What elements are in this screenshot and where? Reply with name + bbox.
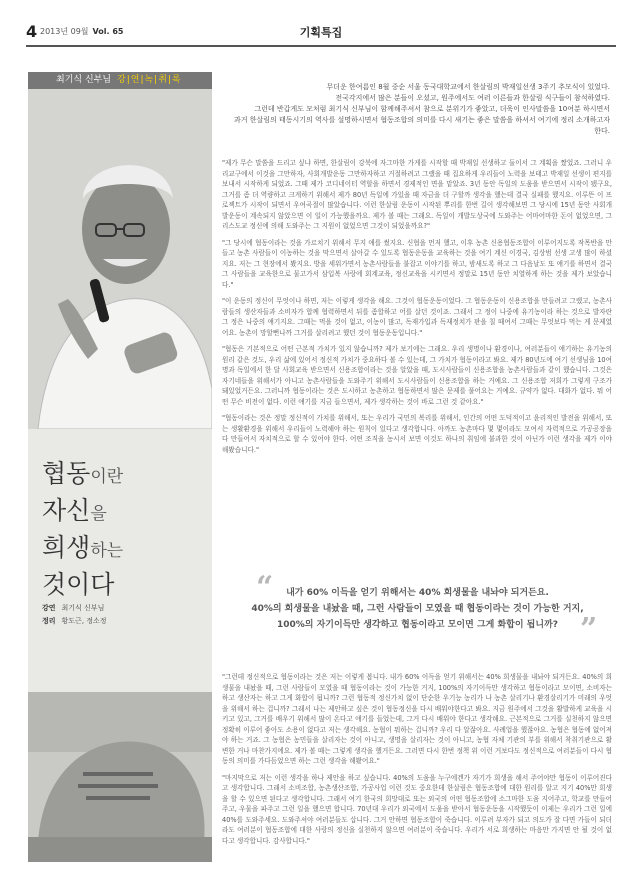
pull-quote-line-1: 내가 60% 이득을 얻기 위해서는 40% 희생물을 내놔야 되거든요. — [286, 588, 549, 598]
intro-line-4: 과거 한살림의 태동시기의 역사를 설명하시면서 협동조합의 의미를 다시 새기는 좋은 말씀을 하셔서 여기에 정리 소개하고자한다. — [233, 116, 610, 135]
headline-word-1: 협동 — [42, 459, 91, 488]
memorial-stone-photo — [28, 692, 212, 862]
credit-editor-names: 황도근, 정소정 — [61, 617, 107, 625]
header-divider — [26, 45, 616, 47]
headline-particle-1: 이란 — [90, 467, 124, 487]
speaker-bar — [28, 72, 212, 89]
credit-editors — [42, 615, 107, 628]
body-paragraph-4: "협동은 기본적으로 어떤 근본적 가치가 있지 않습니까? 제가 보기에는 그래요. 우리 생명이나 환경이나, 여러분들이 얘기하는 유기농의 원리 같은 것도, 우리 삶에 있어서 정신적 가치가 중요하다 볼 수 있는데, 그 가치가 협동이라고 봐요. 제가 80년도에 여기 선생님을 10여명과 독일에서 한 달 사회교육 받으면서 신용조합이라는 것을 알았을 때, 도시사람들이 신용조합을 농촌사람들과 같이 했습니다. 그것은 자기네들을 위해서가 아니고 농촌사람들을 도와주기 위해서 도시사람들이 신용조합을 하는 거예요. 그 신용조합 저희가 그렇게 구조가 돼있었거든요. 그러니까 협동이라는 것은 도시하고 농촌하고 협동하면서 많은 문제를 풀어요는 거예요. 규약가 없다. 대화가 없다. 뭐 어떤 무슨 비전이 없다. 이런 얘기를 지금 들으면서, 제가 생각하는 것이 바로 그런 것 같아요." — [222, 345, 612, 406]
credit-speaker — [42, 602, 107, 615]
headline-line-3 — [42, 531, 207, 568]
open-quote-icon: “ — [256, 570, 274, 605]
headline-word-2: 자신 — [42, 496, 91, 525]
pull-quote-line-2: 40%의 희생물을 내놨을 때, 그런 사람들이 모였을 때 협동이라는 것이 가능한 거지, — [251, 604, 584, 614]
page-number: 4 — [26, 22, 38, 41]
pull-quote-line-3: 100%의 자기이득만 생각하고 협동이라고 모이면 그게 화합이 됩니까? — [276, 620, 558, 630]
page-header — [26, 22, 616, 44]
intro-text — [230, 82, 610, 137]
headline-line-4: 것이다 — [42, 570, 115, 599]
intro-line-2: 전국각지에서 많은 분들이 오셨고, 원주에서도 여러 이른들과 한살림 식구들이 참석하였다. — [335, 94, 610, 102]
issue-volume: Vol. 65 — [92, 27, 124, 36]
headline-particle-2: 을 — [90, 504, 107, 524]
article-body-upper — [222, 158, 612, 461]
memorial-stone-illustration — [28, 692, 212, 862]
body-paragraph-5: "협동이라는 것은 정말 정신적이 가치를 위해서, 또는 우리가 국민의 복리를 위해서, 인간의 어떤 도덕적이고 윤리적인 발전을 위해서, 또는 생활환경을 위해서 우리들이 노력해야 하는 원칙이 있다고 생각합니다. 아까도 농촌마다 몇 몇이라도 모여서 자력적으로 가공공장을 다 만들어서 자치적으로 할 수 있어야 한다. 어떤 조직을 농시서 보면 이것도 하나의 취임에 불과한 것이 아닌가 이런 생각을 제가 이야 해봤습니다." — [222, 414, 612, 454]
pull-quote — [240, 585, 595, 633]
body-paragraph-7: "마지막으로 저는 이런 생각을 하나 제안을 하고 싶습니다. 40%의 도움을 누구에겐가 자기가 희생을 해서 주어야만 협동이 이루어진다고 생각합니다. 그래서 소비조합, 농촌생산조합, 가공사업 이런 것도 중요한데 한살림은 협동조합에 대한 원리를 알고 지기 40%만 희생을 할 수 있으면 된다고 생각합니다. 그래서 여기 한국의 희망대로 또는 외국의 어떤 협동조합에 소그마한 도움 지어주고, 학교를 만들어주고, 우물을 파주고 그런 일을 했으면 합니다. 70년대 우리가 외국에서 도움을 받아서 협동운동을 시작했듯이 이제는 우리가 그런 일에 40%를 도와주세요. 도와주셔야 여러분들도 삽니다. 그거 안하면 협동조합이 죽습니다. 이루려 부자가 되고 의도가 잘 다면 가들이 되더라도 여러분이 협동조합에 대한 사랑의 정신을 실천하지 않으면 여러분이 죽습니다. 우리가 서로 희생하는 마음만 가지면 안 될 것이 없다고 생각합니다. 감사합니다." — [222, 773, 612, 845]
headline-line-2 — [42, 494, 207, 531]
headline-word-3: 희생 — [42, 533, 91, 562]
sidebar-panel — [28, 72, 212, 862]
body-paragraph-3: "이 운동의 정신이 무엇이나 하면, 저는 이렇게 생각을 해요. 그것이 협동운동이었다. 그 협동운동이 신용조합을 만들려고 그랬고, 농촌사람들의 생산자들과 소비자가 합께 협력하면서 뒤를 좀합하고 어를 살던 것이죠. 그래서 그 정이 나중에 유기농이라 하는 것으로 발자란 그 정은 나중의 얘기지요. 그때는 먹을 것이 없고, 이농이 많고, 독재가입과 독재정치가 판을 칠 때여서 그때는 무엇보다 먹는 게 문제였어요. 농촌이 망할뻔나까 그거를 살리려고 했던 것이 협동운동입니다." — [222, 297, 612, 337]
close-quote-icon: ” — [580, 612, 598, 647]
article-body-lower — [222, 672, 612, 852]
speaker-photo — [28, 89, 212, 429]
headline — [42, 457, 207, 601]
speaker-tag: 강|연|녹|취|록 — [117, 75, 182, 85]
body-paragraph-2: "그 당시에 협동이라는 것을 가르치기 위해서 무지 애를 썼지요. 신협을 먼저 했고, 이후 농촌 신용협동조합이 이루어지도록 작목반을 만들고 농촌 사람들이 이농하는 것을 막으면서 살아갈 수 있도록 협동운동을 교육하는 것을 여기 계신 이경국, 김상범 선생 고생 많이 하셨지요. 저는 그 현장에서 봤지요. 방을 세워가면서 농촌사람들을 불잡고 이야기를 하고, 밤새도록 하고 그 다음날도 또 얘기를 하면서 결국 그 사람들을 교육한으로 물고가서 삼입복 사랑에 회계교육, 정신교육을 시키면서 정말로 15년 동안 치열하게 하는 것을 제가 보았습니다." — [222, 238, 612, 289]
intro-line-1: 무더운 한여름인 8월 중순 서울 동국대학교에서 한살림의 박재일선생 3주기 추모식이 있었다. — [326, 83, 610, 91]
speaker-name: 최기식 신부님 — [56, 75, 112, 85]
intro-line-3: 그런데 반갑게도 모처럼 최기식 신부님이 함께해주셔서 참으로 분위기가 좋았고, 더욱이 인사말씀을 10여분 하시면서 — [254, 105, 610, 113]
speaker-illustration — [28, 89, 212, 429]
credit-speaker-name: 최기식 신부님 — [61, 604, 105, 612]
body-paragraph-1: "제가 무슨 말씀을 드리고 싶냐 하면, 한살림이 강북에 자그마한 가게를 시작할 때 박재일 선생하고 둘이서 그 계획을 짰었죠. 그러니 우리교구에서 이것을 그만하자, 사회개발운동 그만하자하고 거절하려고 그랬을 때 집요하게 우리들이 노력을 보태고 박재일 선생이 편지를 보내서 시작하게 되었죠. 그때 제가 코디네이터 역할을 하면서 경제적인 면을 맡았죠. 3년 동안 독일의 도움을 받으면서 시작이 됐구요, 그거를 좀 더 역량하고 크게하기 위해서 제가 80년 독일에 가있을 때 자금을 더 구할까 생각을 했는데 결국 실패를 했지요. 이루뜬 이 프로젝트가 시작이 되면서 우여곡절이 많았습니다. 이런 한살림 운동이 시작된 뿌리를 한번 길이 생각해보면 그 당시에 15년 동안 사회개발운동이 계속되지 않았으면 이 일이 가능했을까요. 제가 볼 때는 그래요. 독일이 개발도상국에 도와주는 어마어마한 돈이 없었으면, 그리스도교 정신에 의해 도와주는 그 지원이 없었으면 그것이 되었을까요?" — [222, 159, 612, 230]
issue-date: 2013년 09월 — [40, 27, 89, 36]
credit-role-lecture: 강연 — [42, 604, 56, 612]
article-credits — [42, 602, 107, 628]
headline-particle-3: 하는 — [90, 541, 124, 561]
credit-role-editing: 정리 — [42, 617, 56, 625]
body-paragraph-6: "그런데 정신적으로 협동이라는 것은 저는 이렇게 봅니다. 내가 60% 이득을 얻기 위해서는 40% 희생물을 내놔야 되거든요. 40%의 희생물을 내놨을 때, 그런 사람들이 모였을 때 협동이라는 것이 가능한 거지, 100%의 자기이득만 생각하고 협동이라고 모이면, 소비자는 하고 생산자는 하고 그게 화합이 됩니까? 그런 협동적 정신가치 없이 단순한 우기능 농리가 나 농촌 살리기나 환경살리기가 미래의 우엇을 위해서 하는 겁니까? 그래서 나는 제안하고 싶은 것이 협동정신을 다시 배워야한다고 봐요. 지금 원주에서 그것을 활발하게 교육을 시키고 있고, 그거를 배우기 위해서 많이 온다고 얘기를 들었는데, 그거 다시 배워야 한다고 생각해요. 근본적으로 그거를 실천하지 않으면 정확히 이루어 좋아도 소용이 없다고 저는 생각해요. 농협이 뭐하는 겁니까? 우리 다 알잖아요. 사례업을 했잖아요. 농협은 협동에 없어져야 하는 거죠. 그 농협은 농민들을 살리자는 것이 아니고, 생명을 살리자는 것이 아니고, 농협 자체 기관의 부를 위해서 착취기관으로 활변한 거나 마찬가지에요. 제가 볼 때는 그렇게 생각을 했거든요. 그러면 다시 한번 정책 위 이런 거보다도 정신적으로 여러분들이 다시 협동의 의미를 가다듬었으면 하는 그런 생각을 해봤어요." — [222, 673, 612, 765]
headline-line-1 — [42, 457, 207, 494]
section-title: 기획특집 — [299, 26, 343, 39]
